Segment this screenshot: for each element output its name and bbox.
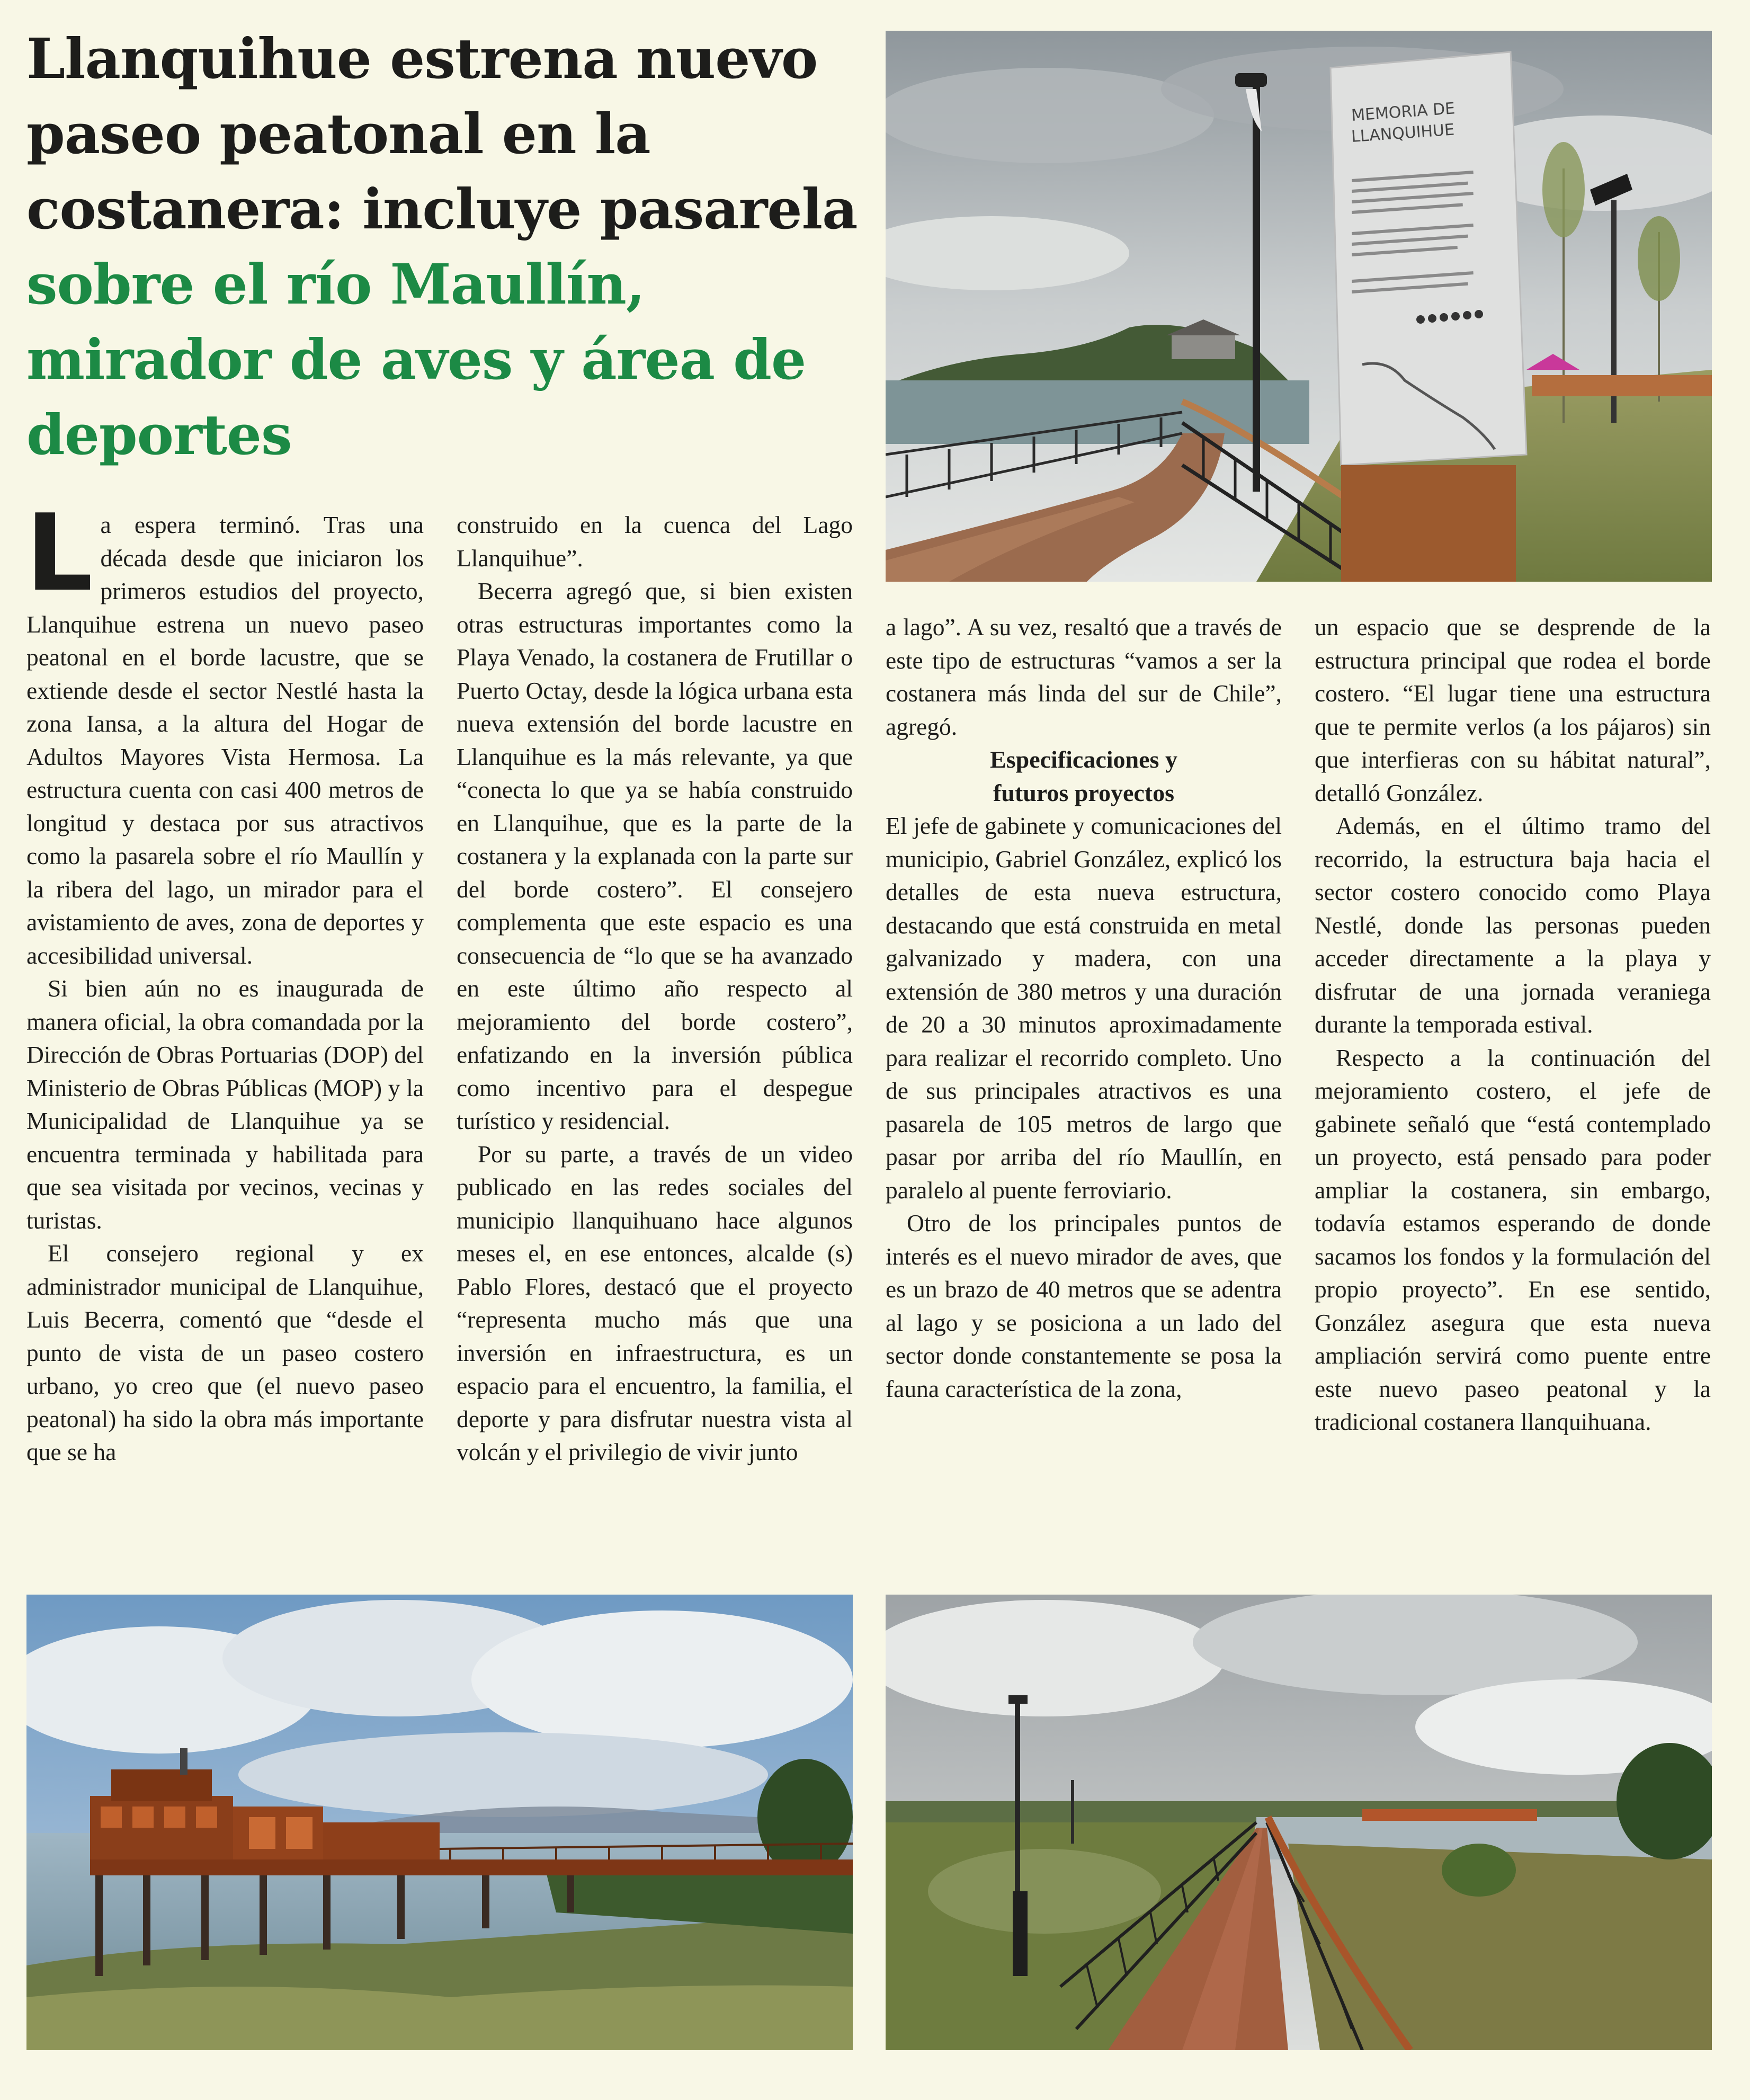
drop-cap: L [25,492,93,615]
article-column-3 [886,611,1282,1405]
photo-long-boardwalk [886,1595,1712,2050]
paragraph: Respecto a la continuación del mejoramiento costero, el jefe de gabinete señaló que “está contemplado un proyecto, está pensado para poder ampliar la costanera, sin embargo, todavía estamos esperando de donde sacamos los fondos y la formulación del propio proyecto”. En ese sentido, González asegura que esta nueva ampliación servirá como puente entre este nuevo paseo peatonal y la tradicional costanera llanquihuana. [1315,1044,1711,1435]
article-column-4 [1315,611,1711,1439]
headline-dark: Llanquihue estrena nuevo paseo peatonal en la costanera: incluye pasarela [26,26,858,242]
section-subhead: Especificaciones y futuros proyectos [990,746,1177,806]
paragraph: El consejero regional y ex administrador municipal de Llanquihue, Luis Becerra, comentó que “desde el punto de vista de un paseo costero urbano, yo creo que (el nuevo paseo peatonal) ha sido la obra más importante que se ha [26,1240,424,1465]
paragraph: Además, en el último tramo del recorrido, la estructura baja hacia el sector costero conocido como Playa Nestlé, donde las personas pueden acceder directamente a la playa y disfrutar de una jornada veraniega durante la temporada estival. [1315,812,1711,1038]
paragraph: Becerra agregó que, si bien existen otras estructuras importantes como la Playa Venado, la costanera de Frutillar o Puerto Octay, desde la lógica urbana esta nueva extensión del borde lacustre en Llanquihue es la más relevante, ya que “conecta lo que ya se había construido en Llanquihue, que es la parte de la costanera y la explanada con la parte sur del borde costero”. El consejero complementa que este espacio es una consecuencia de “lo que se ha avanzado en este último año respecto al mejoramiento del borde costero”, enfatizando en la inversión pública como incentivo para el despegue turístico y residencial. [457,577,853,1134]
paragraph: Si bien aún no es inaugurada de manera oficial, la obra comandada por la Dirección de Obras Portuarias (DOP) del Ministerio de Obras Públicas (MOP) y la Municipalidad de Llanquihue ya se encuentra terminada y habilitada para que sea visitada por vecinos, vecinas y turistas. [26,975,424,1234]
headline [26,21,874,473]
photo-boardwalk-sign [886,31,1712,582]
sign-title-1: MEMORIA DE [1351,99,1456,125]
paragraph: Otro de los principales puntos de interés es el nuevo mirador de aves, que es un brazo de 40 metros que se adentra al lago y se posiciona a un lado del sector donde constantemente se posa la fauna característica de la zona, [886,1209,1282,1402]
paragraph: construido en la cuenca del Lago Llanquihue”. [457,511,853,572]
paragraph: un espacio que se desprende de la estructura principal que rodea el borde costero. “El lugar tiene una estructura que te permite verlos (a los pájaros) sin que interfieras con su hábitat natural”, detalló González. [1315,613,1711,806]
article-column-1 [25,492,424,1469]
sign-title-2: LLANQUIHUE [1351,120,1456,146]
paragraph: El jefe de gabinete y comunicaciones del municipio, Gabriel González, explicó los detalles de esta nueva estructura, destacando que está construida en metal galvanizado y madera, con una extensión de 380 metros y una duración de 20 a 30 minutos aproximadamente para realizar el recorrido completo. Uno de sus principales atractivos es una pasarela de 105 metros de largo que pasar por arriba del río Maullín, en paralelo al puente ferroviario. [886,812,1282,1204]
paragraph: Por su parte, a través de un video publicado en las redes sociales del municipio llanquihuano hace algunos meses el, en ese entonces, alcalde (s) Pablo Flores, destacó que el proyecto “representa mucho más que una inversión en infraestructura, es un espacio para el encuentro, la familia, el deporte y para disfrutar nuestra vista al volcán y el privilegio de vivir junto [457,1140,853,1465]
article-column-2 [457,509,853,1469]
headline-green: sobre el río Maullín, mirador de aves y área de deportes [26,252,806,467]
photo-bird-lookout [26,1595,853,2050]
paragraph: a lago”. A su vez, resaltó que a través de este tipo de estructuras “vamos a ser la costanera más linda del sur de Chile”, agregó. [886,613,1282,740]
paragraph: La espera terminó. Tras una década desde que iniciaron los primeros estudios del proyecto, Llanquihue estrena un nuevo paseo peatonal en el borde lacustre, que se extiende desde el sector Nestlé hasta la zona Iansa, a la altura del Hogar de Adultos Mayores Vista Hermosa. La estructura cuenta con casi 400 metros de longitud y destaca por sus atractivos como la pasarela sobre el río Maullín y la ribera del lago, un mirador para el avistamiento de aves, zona de deportes y accesibilidad universal. [25,492,424,969]
